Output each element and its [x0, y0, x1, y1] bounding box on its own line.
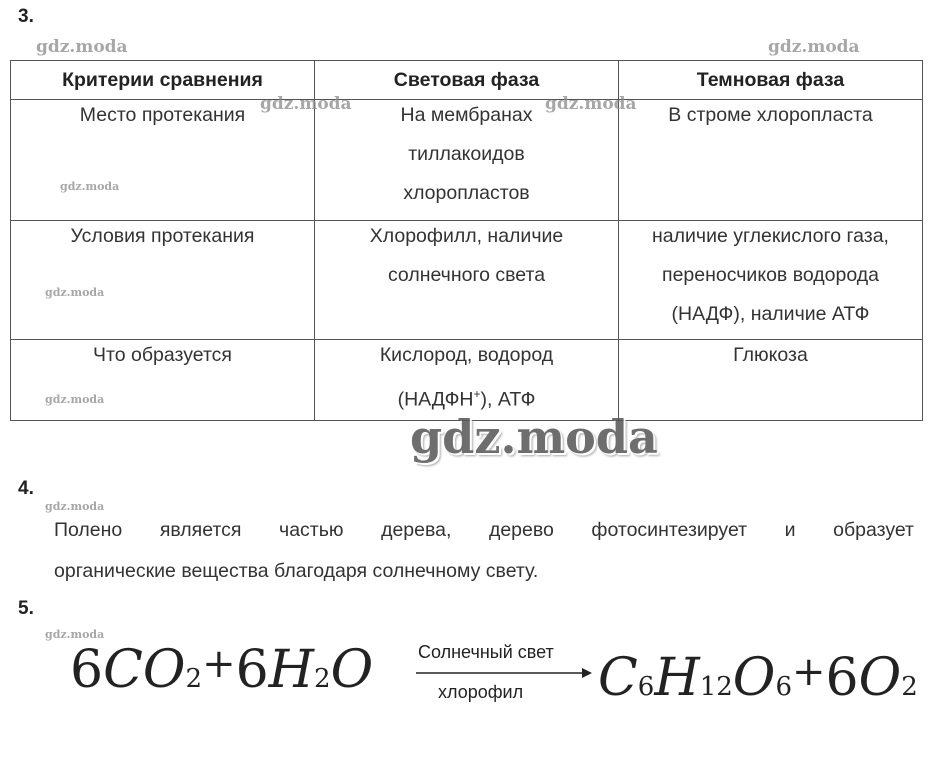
- cell-text: [321, 217, 612, 295]
- coefficient: 6: [825, 648, 859, 708]
- table-cell: [315, 100, 619, 221]
- comparison-table: [10, 60, 923, 421]
- cell-line: В строме хлоропласта: [668, 104, 873, 126]
- cell-line: (НАДФ), наличие АТФ: [671, 303, 870, 325]
- subscript: 2: [314, 664, 331, 694]
- watermark-large: gdz.moda: [410, 410, 658, 464]
- cell-line: Хлорофилл, наличие: [369, 225, 564, 247]
- cell-line: На мембранах: [400, 104, 533, 126]
- subscript: 2: [901, 672, 918, 702]
- watermark: gdz.moda: [45, 500, 105, 513]
- cell-line: солнечного света: [387, 264, 546, 286]
- subscript: 12: [699, 672, 733, 702]
- coefficient: 6: [235, 640, 269, 700]
- task-4-answer: [54, 510, 914, 592]
- formula: CO: [103, 640, 186, 700]
- table-header-row: [11, 61, 923, 100]
- criterion-text: Место протекания: [79, 104, 246, 126]
- watermark: gdz.moda: [260, 94, 352, 114]
- task-5-number: 5.: [18, 598, 34, 619]
- formula: O: [330, 640, 374, 700]
- cell-line: переносчиков водорода: [662, 264, 879, 286]
- subscript: 6: [775, 672, 792, 702]
- header-light-phase: Световая фаза: [315, 61, 619, 100]
- cell-line: Кислород, водород: [379, 344, 554, 366]
- equation-right-side: [598, 648, 918, 708]
- cell-line: (НАДФН: [397, 388, 474, 411]
- task-3-number: 3.: [18, 6, 34, 27]
- cell-line: наличие углекислого газа,: [652, 225, 889, 247]
- cell-line: ), АТФ: [480, 388, 536, 411]
- table-cell: [619, 340, 923, 421]
- coefficient: 6: [70, 640, 104, 700]
- cell-line: тиллакоидов: [408, 143, 525, 165]
- formula: C: [598, 648, 638, 708]
- formula: O: [732, 648, 776, 708]
- cell-text: [625, 217, 916, 334]
- formula: H: [654, 648, 700, 708]
- watermark: gdz.moda: [36, 37, 128, 57]
- answer-line: органические вещества благодаря солнечному свету.: [54, 560, 539, 582]
- subscript: 6: [637, 672, 655, 702]
- table-cell: [11, 340, 315, 421]
- table-row: [11, 100, 923, 221]
- table-row: [11, 340, 923, 421]
- criterion-text: Что образуется: [93, 344, 232, 366]
- cell-line: хлоропластов: [403, 182, 530, 204]
- plus-sign: +: [202, 641, 236, 687]
- table-cell: [315, 221, 619, 340]
- watermark: gdz.moda: [45, 628, 105, 641]
- watermark: gdz.moda: [545, 94, 637, 114]
- task-4-number: 4.: [18, 478, 34, 499]
- header-dark-phase: Темновая фаза: [619, 61, 923, 100]
- table-row: [11, 221, 923, 340]
- table-cell: [619, 100, 923, 221]
- watermark: gdz.moda: [45, 286, 105, 299]
- formula: H: [268, 640, 315, 700]
- answer-line: Полено является частью дерева, дерево фотосинтезирует и образует: [54, 519, 914, 541]
- arrow-bottom-label: хлорофил: [438, 682, 524, 702]
- formula: O: [858, 648, 902, 708]
- cell-line: Глюкоза: [733, 344, 808, 366]
- reaction-arrow-icon: [414, 666, 594, 680]
- header-criteria: Критерии сравнения: [11, 61, 315, 100]
- subscript: 2: [185, 664, 203, 694]
- table-cell: [619, 221, 923, 340]
- table-cell: [11, 221, 315, 340]
- equation-left-side: [70, 640, 373, 700]
- arrow-top-label: Солнечный свет: [418, 642, 554, 662]
- watermark: gdz.moda: [45, 393, 105, 406]
- table-cell: [315, 340, 619, 421]
- cell-text: [321, 336, 612, 420]
- table-cell: [11, 100, 315, 221]
- watermark: gdz.moda: [60, 180, 120, 193]
- superscript: +: [473, 387, 481, 401]
- plus-sign: +: [791, 649, 826, 695]
- criterion-text: Условия протекания: [70, 225, 255, 247]
- watermark: gdz.moda: [768, 37, 860, 57]
